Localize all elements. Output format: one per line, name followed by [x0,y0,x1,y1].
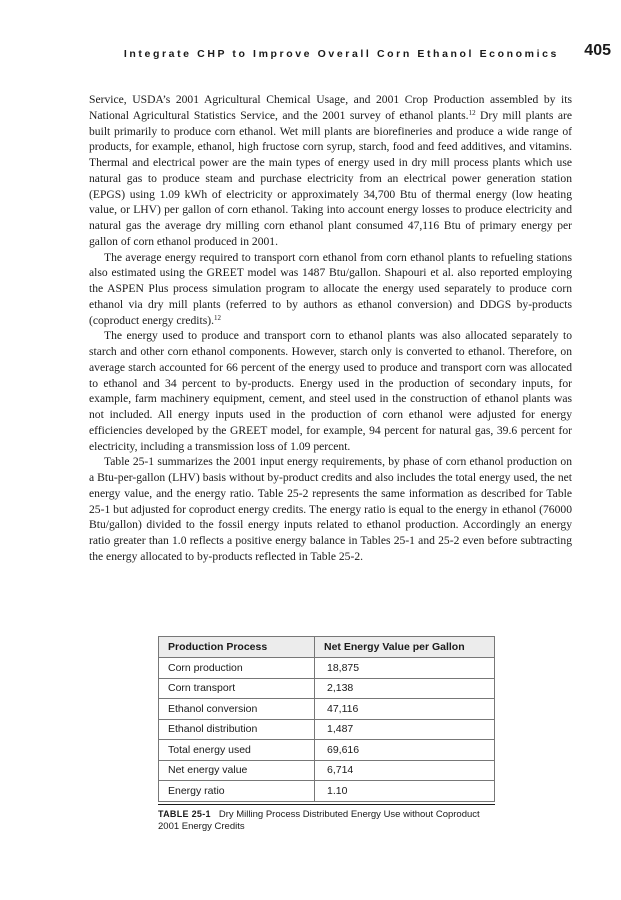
caption-label: TABLE 25-1 [158,808,211,819]
paragraph-2 [89,250,572,329]
reference-12: 12 [468,108,476,117]
table-row [159,658,495,679]
process-cell: Ethanol distribution [159,719,315,740]
page-header [0,38,621,64]
page-number: 405 [584,42,611,59]
paragraph-1 [89,92,572,250]
paragraph-4: Table 25-1 summarizes the 2001 input energy requirements, by phase of corn ethanol production on a Btu-per-gallon (LHV) basis without by-product credits and also includes the total energy used, the net energy value, and the energy ratio. Table 25-2 represents the same information as described for Table 25-1 but adjusted for coproduct energy credits. The energy ratio is equal to the energy in ethanol (76000 Btu/gallon) divided to the fossil energy inputs related to ethanol production. Accordingly an energy ratio greater than 1.0 reflects a positive energy balance in Tables 25-1 and 25-2 even before subtracting the energy allocated to by-products reflected in Table 25-2. [89,455,572,563]
caption-text: Dry Milling Process Distributed Energy Use without Coproduct 2001 Energy Credits [158,808,480,832]
value-cell: 69,616 [315,740,495,761]
running-title: Integrate CHP to Improve Overall Corn Ethanol Economics [123,48,559,60]
value-cell: 18,875 [315,658,495,679]
column-header-value: Net Energy Value per Gallon [315,637,495,658]
process-cell: Corn production [159,658,315,679]
value-cell: 2,138 [315,678,495,699]
table-caption [158,804,495,834]
value-cell: 1,487 [315,719,495,740]
table-row [159,719,495,740]
table-row [159,678,495,699]
energy-table [158,636,495,802]
reference-12: 12 [214,313,222,322]
table-row [159,699,495,720]
value-cell: 47,116 [315,699,495,720]
value-cell: 6,714 [315,760,495,781]
process-cell: Total energy used [159,740,315,761]
paragraph-1-part-b: Dry mill plants are built primarily to produce corn ethanol. Wet mill plants are biorefineries and produce a wide range of products, for example, ethanol, high fructose corn syrup, starch, food and feed additives, and vitamins. Thermal and electrical power are the main types of energy used in dry mill process plants which use natural gas to produce steam and purchase electricity from an electrical power generation station (EPGS) using 1.09 kWh of electricity or approximately 34,700 Btu of thermal energy (low heating value, or LHV) per gallon of corn ethanol. Taking into account energy losses to produce electricity and natural gas the average dry milling corn ethanol plant consumed 47,116 Btu of primary energy per gallon of corn ethanol produced in 2001. [89,108,572,248]
paragraph-1-part-a: Service, USDA’s 2001 Agricultural Chemical Usage, and 2001 Crop Production assembled by its National Agricultural Statistics Service, and the 2001 survey of ethanol plants. [89,93,572,122]
process-cell: Energy ratio [159,781,315,802]
table-row [159,760,495,781]
paragraph-2-text: The average energy required to transport corn ethanol from corn ethanol plants to refueling stations also estimated using the GREET model was 1487 Btu/gallon. Shapouri et al. also reported employing the ASPEN Plus process simulation program to allocate the energy used separately to produce corn ethanol via dry mill plants (referred to by authors as ethanol conversion) and DDGS by-products (coproduct energy credits). [89,250,572,327]
table-row [159,781,495,802]
process-cell: Net energy value [159,760,315,781]
table-row [159,740,495,761]
table-header-row [159,637,495,658]
table-25-1 [158,636,495,834]
process-cell: Corn transport [159,678,315,699]
column-header-process: Production Process [159,637,315,658]
process-cell: Ethanol conversion [159,699,315,720]
value-cell: 1.10 [315,781,495,802]
body-text [89,92,572,565]
paragraph-3: The energy used to produce and transport corn to ethanol plants was also allocated separately to starch and other corn ethanol components. However, starch only is converted to ethanol. Therefore, on average starch accounted for 66 percent of the energy used to produce and transport corn was allocated to ethanol and 34 percent to by-products. Energy used in the production of secondary inputs, for example, farm machinery equipment, cement, and steel used in the construction of ethanol plants was not included. All energy inputs used in the production of corn ethanol were adjusted for energy efficiencies developed by the GREET model, for example, 94 percent for natural gas, 39.6 percent for electricity, including a transmission loss of 1.09 percent. [89,329,572,453]
